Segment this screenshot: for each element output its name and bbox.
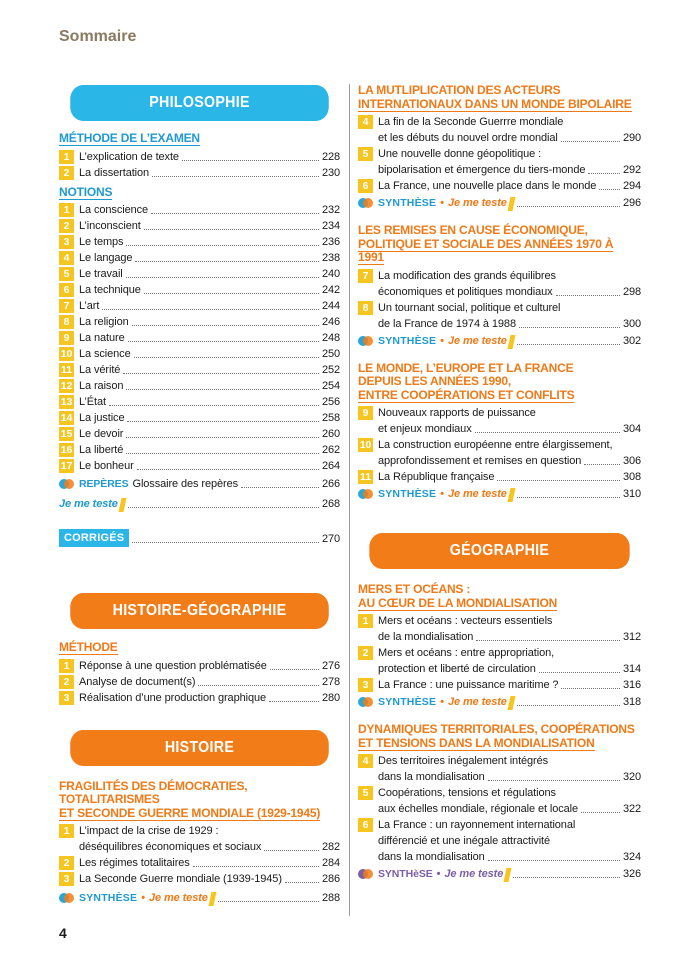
exclamation-icon	[507, 488, 515, 502]
leader-dots	[497, 480, 620, 481]
histoire-section-3-list	[358, 268, 641, 332]
toc-entry[interactable]	[358, 817, 641, 865]
entry-label-line: de la France de 1974 à 1988	[378, 317, 516, 330]
je-me-teste-entry[interactable]	[59, 496, 340, 512]
page-ref: 264	[321, 460, 340, 472]
synthese-tag: SYNTHÈSE	[79, 892, 138, 904]
page-ref: 266	[321, 478, 340, 490]
toc-entry[interactable]	[59, 690, 340, 706]
chapter-number: 4	[358, 754, 373, 768]
toc-entry[interactable]	[358, 146, 641, 178]
entry-label-line: économiques et politiques mondiaux	[378, 285, 553, 298]
leader-dots	[132, 542, 319, 543]
entry-label: La nature	[79, 332, 125, 344]
toc-entry[interactable]	[358, 469, 641, 485]
entry-label: Analyse de document(s)	[79, 675, 196, 688]
leader-dots	[144, 229, 319, 230]
toc-entry[interactable]	[59, 250, 340, 266]
entry-label: Réalisation d’une production graphique	[79, 691, 267, 704]
page-number: 4	[59, 925, 67, 941]
entry-label: La raison	[79, 380, 124, 392]
chapter-number: 2	[59, 219, 74, 233]
je-me-teste-label: Je me teste	[447, 334, 507, 347]
page-ref: 242	[321, 284, 340, 296]
toc-entry[interactable]	[59, 298, 340, 314]
chapter-number: 6	[358, 179, 373, 193]
leader-dots	[556, 295, 620, 296]
leader-dots	[126, 453, 319, 454]
leader-dots	[193, 866, 319, 867]
entry-label: Le temps	[79, 236, 124, 248]
bullet: •	[440, 334, 444, 347]
toc-entry[interactable]	[358, 785, 641, 817]
page-ref: 312	[622, 631, 641, 643]
chapter-number: 2	[59, 675, 74, 689]
je-me-teste-label: Je me teste	[447, 488, 507, 500]
chapter-number: 9	[59, 331, 74, 345]
exclamation-icon	[504, 868, 512, 882]
toc-entry[interactable]	[358, 300, 641, 332]
leader-dots	[132, 325, 319, 326]
page-ref: 270	[321, 533, 340, 545]
geographie-section-1-heading: MERS ET OCÉANS : AU CŒUR DE LA MONDIALISATION	[358, 582, 558, 610]
leader-dots	[513, 877, 620, 878]
entry-label: La conscience	[79, 204, 149, 216]
entry-label: Le bonheur	[79, 460, 134, 472]
leader-dots	[128, 507, 319, 508]
histoire-section-2-list	[358, 114, 641, 194]
chapter-number: 8	[59, 315, 74, 329]
chapter-number: 5	[358, 147, 373, 161]
leader-dots	[241, 487, 319, 488]
synthese-entry[interactable]	[358, 486, 641, 502]
leader-dots	[517, 705, 620, 706]
entry-label-line: Mers et océans : vecteurs essentiels	[378, 615, 553, 627]
entry-label-line: La construction européenne entre élargissement,	[378, 439, 613, 451]
page-ref: 292	[622, 164, 641, 176]
chapter-number: 7	[59, 299, 74, 313]
histoire-section-4-list	[358, 405, 641, 485]
circles-icon	[358, 696, 373, 708]
leader-dots	[144, 293, 319, 294]
page-ref: 234	[321, 220, 340, 232]
toc-entry[interactable]	[358, 677, 641, 693]
synthese-tag: SYNTHèSE	[378, 868, 433, 880]
chapter-number: 13	[60, 396, 73, 408]
chapter-number: 8	[358, 301, 373, 315]
page-ref: 282	[321, 841, 340, 853]
toc-entry[interactable]	[59, 149, 340, 165]
leader-dots	[539, 672, 620, 673]
leader-dots	[588, 173, 620, 174]
chapter-number: 3	[59, 872, 74, 886]
toc-entry[interactable]	[358, 645, 641, 677]
bullet: •	[436, 868, 441, 880]
chapter-number: 9	[358, 406, 373, 420]
page-ref: 294	[622, 180, 641, 192]
circles-icon	[358, 197, 373, 209]
exclamation-icon	[208, 892, 216, 906]
entry-label-line: approfondissement et remises en question	[378, 455, 582, 467]
page-ref: 288	[321, 892, 340, 904]
histoire-banner: HISTOIRE	[70, 730, 329, 766]
synthese-tag: SYNTHÈSE	[378, 197, 437, 209]
page-ref: 286	[321, 873, 340, 885]
page-ref: 258	[321, 412, 340, 424]
chapter-number: 5	[358, 786, 373, 800]
page-ref: 278	[321, 675, 340, 688]
toc-entry[interactable]	[358, 405, 641, 437]
page-ref: 318	[622, 696, 641, 708]
geographie-section-2-heading: DYNAMIQUES TERRITORIALES, COOPÉRATIONS ET TENSIONS DANS LA MONDIALISATION	[358, 722, 635, 750]
chapter-number: 1	[59, 150, 74, 164]
toc-entry[interactable]	[358, 114, 641, 146]
chapter-number: 2	[59, 856, 74, 870]
entry-label-line: Des territoires inégalement intégrés	[378, 755, 549, 767]
chapter-number: 15	[60, 428, 73, 440]
toc-entry[interactable]	[59, 394, 340, 410]
page-ref: 268	[321, 498, 340, 510]
toc-entry[interactable]	[59, 330, 340, 346]
entry-label: La République française	[378, 471, 495, 483]
chapter-number: 1	[59, 659, 74, 673]
leader-dots	[599, 189, 620, 190]
leader-dots	[127, 421, 318, 422]
bullet: •	[440, 197, 444, 209]
exclamation-icon	[507, 335, 515, 349]
page-ref: 238	[321, 252, 340, 264]
chapter-number: 12	[60, 380, 73, 392]
chapter-number: 2	[59, 166, 74, 180]
entry-label: L’inconscient	[79, 220, 141, 232]
philosophie-banner: PHILOSOPHIE	[70, 85, 329, 121]
chapter-number: 1	[358, 614, 373, 628]
leader-dots	[476, 640, 620, 641]
page-ref: 326	[622, 868, 641, 880]
entry-label: Réponse à une question problématisée	[79, 659, 267, 672]
toc-entry[interactable]	[59, 410, 340, 426]
entry-label-line: La modification des grands équilibres	[378, 269, 556, 282]
leader-dots	[152, 176, 319, 177]
chapter-number: 17	[60, 460, 73, 472]
reperes-tag: REPÈRES	[79, 478, 129, 490]
leader-dots	[218, 901, 319, 902]
page-ref: 306	[622, 455, 641, 467]
entry-label-line: Une nouvelle donne géopolitique :	[378, 148, 542, 160]
right-column	[358, 84, 641, 882]
methode-list	[59, 658, 340, 706]
leader-dots	[517, 206, 620, 207]
entry-label-line: bipolarisation et émergence du tiers-monde	[378, 164, 586, 176]
entry-label: La justice	[79, 412, 125, 424]
toc-entry[interactable]	[59, 871, 340, 887]
page-ref: 308	[622, 471, 641, 483]
histoire-section-2-heading: LA MUTLIPLICATION DES ACTEURS INTERNATIONAUX DANS UN MONDE BIPOLAIRE	[358, 83, 632, 111]
bullet: •	[440, 488, 444, 500]
page-ref: 320	[622, 771, 641, 783]
geographie-section-2-list	[358, 753, 641, 865]
leader-dots	[123, 373, 319, 374]
leader-dots	[109, 405, 319, 406]
entry-label: L’art	[79, 300, 100, 312]
leader-dots	[475, 432, 620, 433]
page-ref: 290	[622, 132, 641, 144]
chapter-number: 10	[60, 348, 73, 360]
chapter-number: 14	[60, 412, 73, 424]
entry-label-line: déséquilibres économiques et sociaux	[79, 841, 262, 853]
chapter-number: 11	[59, 363, 74, 377]
entry-label: Les régimes totalitaires	[79, 857, 190, 869]
chapter-number: 10	[359, 439, 372, 451]
histoire-section-3-heading: LES REMISES EN CAUSE ÉCONOMIQUE, POLITIQUE ET SOCIALE DES ANNÉES 1970 À 1991	[358, 223, 614, 264]
entry-label-line: dans la mondialisation	[378, 851, 485, 863]
leader-dots	[488, 780, 620, 781]
chapter-number: 6	[358, 818, 373, 832]
entry-label-line: Coopérations, tensions et régulations	[378, 787, 556, 799]
chapter-number: 7	[358, 269, 373, 283]
leader-dots	[198, 685, 319, 686]
corriges-entry[interactable]	[59, 529, 340, 547]
leader-dots	[102, 309, 319, 310]
column-divider	[349, 84, 350, 916]
leader-dots	[269, 701, 319, 702]
entry-label: La liberté	[79, 444, 124, 456]
entry-label: La France : une puissance maritime ?	[378, 679, 559, 691]
bullet: •	[440, 696, 444, 708]
page-ref: 316	[622, 679, 641, 691]
chapter-number: 6	[59, 283, 74, 297]
leader-dots	[584, 464, 620, 465]
toc-entry[interactable]	[59, 234, 340, 250]
toc-entry[interactable]	[59, 218, 340, 234]
entry-label: La dissertation	[79, 166, 150, 179]
synthese-entry[interactable]	[358, 195, 641, 211]
page-ref: 232	[321, 204, 340, 216]
je-me-teste-label: Je me teste	[148, 892, 208, 904]
histoire-section-4-heading: LE MONDE, L’EUROPE ET LA FRANCE DEPUIS LES ANNÉES 1990, ENTRE COOPÉRATIONS ET CONFLITS	[358, 360, 575, 402]
leader-dots	[135, 261, 318, 262]
page-ref: 302	[622, 334, 641, 347]
page-ref: 260	[321, 428, 340, 440]
page-ref: 256	[321, 396, 340, 408]
entry-label: L’État	[79, 396, 106, 408]
page-ref: 244	[321, 300, 340, 312]
leader-dots	[151, 213, 319, 214]
toc-entry[interactable]	[59, 314, 340, 330]
synthese-tag: SYNTHÈSE	[378, 696, 437, 708]
exclamation-icon	[118, 498, 126, 512]
page-ref: 248	[321, 332, 340, 344]
circles-icon	[358, 335, 373, 347]
methode-heading: MÉTHODE	[59, 640, 118, 654]
page-ref: 296	[622, 197, 641, 209]
geographie-section-1-list	[358, 613, 641, 693]
page-ref: 252	[321, 364, 340, 376]
entry-label: Glossaire des repères	[132, 478, 238, 490]
page-ref: 262	[321, 444, 340, 456]
entry-label-line: aux échelles mondiale, régionale et locale	[378, 803, 579, 815]
leader-dots	[137, 469, 319, 470]
chapter-number: 16	[60, 444, 73, 456]
chapter-number: 4	[358, 115, 373, 129]
entry-label-line: de la mondialisation	[378, 631, 474, 643]
je-me-teste-label: Je me teste	[444, 868, 504, 880]
page-ref: 322	[622, 803, 641, 815]
page-ref: 284	[321, 857, 340, 869]
page-ref: 236	[321, 236, 340, 248]
toc-entry[interactable]	[59, 855, 340, 871]
toc-entry[interactable]	[59, 658, 340, 674]
toc-entry[interactable]	[358, 613, 641, 645]
toc-entry[interactable]	[358, 268, 641, 300]
leader-dots	[182, 160, 319, 161]
synthese-tag: SYNTHÈSE	[378, 334, 437, 347]
entry-label-line: différencié et une inégale attractivité	[378, 835, 551, 847]
entry-label-line: protection et liberté de circulation	[378, 663, 536, 675]
leader-dots	[126, 245, 318, 246]
entry-label: La France, une nouvelle place dans le monde	[378, 180, 597, 192]
circles-icon	[59, 478, 74, 490]
page-ref: 304	[622, 423, 641, 435]
toc-entry[interactable]	[59, 165, 340, 181]
page-ref: 240	[321, 268, 340, 280]
toc-entry[interactable]	[59, 346, 340, 362]
chapter-number: 3	[59, 691, 74, 705]
toc-entry[interactable]	[358, 178, 641, 194]
circles-icon	[358, 488, 373, 500]
toc-entry[interactable]	[59, 426, 340, 442]
toc-entry[interactable]	[59, 823, 340, 855]
toc-entry[interactable]	[59, 674, 340, 690]
page-ref: 324	[622, 851, 641, 863]
toc-entry[interactable]	[59, 282, 340, 298]
entry-label-line: et enjeux mondiaux	[378, 423, 472, 435]
leader-dots	[126, 389, 319, 390]
circles-icon	[59, 892, 74, 904]
page-ref: 298	[622, 285, 641, 298]
entry-label-line: Nouveaux rapports de puissance	[378, 407, 536, 419]
entry-label-line: La fin de la Seconde Guerrre mondiale	[378, 116, 564, 128]
page-ref: 230	[321, 166, 340, 179]
leader-dots	[126, 277, 319, 278]
leader-dots	[128, 341, 319, 342]
je-me-teste-label: Je me teste	[447, 197, 507, 209]
leader-dots	[517, 497, 620, 498]
chapter-number: 5	[59, 267, 74, 281]
entry-label-line: Mers et océans : entre appropriation,	[378, 647, 555, 659]
entry-label: Le langage	[79, 252, 133, 264]
leader-dots	[561, 688, 620, 689]
chapter-number: 3	[358, 678, 373, 692]
entry-label: La Seconde Guerre mondiale (1939-1945)	[79, 873, 282, 885]
notions-heading: NOTIONS	[59, 184, 113, 199]
leader-dots	[488, 860, 620, 861]
page-ref: 280	[321, 691, 340, 704]
notions-list	[59, 202, 340, 474]
page-ref: 246	[321, 316, 340, 328]
bullet: •	[141, 892, 145, 904]
chapter-number: 1	[59, 203, 74, 217]
page-ref: 300	[622, 317, 641, 330]
leader-dots	[126, 437, 319, 438]
geographie-banner: GÉOGRAPHIE	[369, 533, 629, 569]
methode-examen-heading: MÉTHODE DE L’EXAMEN	[59, 131, 200, 145]
toc-entry[interactable]	[358, 437, 641, 469]
exclamation-icon	[507, 197, 515, 211]
entry-label: Le devoir	[79, 428, 124, 440]
chapter-number: 2	[358, 646, 373, 660]
synthese-tag: SYNTHÈSE	[378, 488, 437, 500]
entry-label-line: L’impact de la crise de 1929 :	[79, 825, 219, 837]
page-ref: 254	[321, 380, 340, 392]
page-ref: 276	[321, 659, 340, 672]
chapter-number: 3	[59, 235, 74, 249]
chapter-number: 1	[59, 824, 74, 838]
corriges-tag: CORRIGÉS	[59, 529, 129, 547]
histoire-section-1-list	[59, 823, 340, 887]
chapter-number: 4	[59, 251, 74, 265]
entry-label: La technique	[79, 284, 141, 296]
page-title: Sommaire	[59, 28, 137, 45]
entry-label: Le travail	[79, 268, 123, 280]
toc-entry[interactable]	[59, 458, 340, 474]
page-ref: 310	[622, 488, 641, 500]
methode-examen-list	[59, 149, 340, 181]
toc-entry[interactable]	[59, 362, 340, 378]
entry-label-line: La France : un rayonnement international	[378, 819, 576, 831]
leader-dots	[270, 669, 319, 670]
synthese-entry[interactable]	[358, 333, 641, 349]
leader-dots	[581, 812, 620, 813]
leader-dots	[285, 882, 319, 883]
leader-dots	[264, 850, 319, 851]
toc-entry[interactable]	[59, 378, 340, 394]
histoire-section-1-heading: FRAGILITÉS DES DÉMOCRATIES, TOTALITARISMES ET SECONDE GUERRE MONDIALE (1929-1945)	[59, 778, 321, 820]
toc-entry[interactable]	[358, 753, 641, 785]
histoire-geographie-banner: HISTOIRE-GÉOGRAPHIE	[70, 593, 329, 629]
je-me-teste-label: Je me teste	[59, 498, 118, 510]
reperes-entry[interactable]	[59, 476, 340, 492]
entry-label: La religion	[79, 316, 129, 328]
exclamation-icon	[507, 696, 515, 710]
toc-entry[interactable]	[59, 202, 340, 218]
chapter-number: 11	[358, 470, 373, 484]
entry-label-line: et les débuts du nouvel ordre mondial	[378, 132, 558, 144]
entry-label: L’explication de texte	[79, 150, 179, 163]
entry-label-line: dans la mondialisation	[378, 771, 485, 783]
leader-dots	[561, 141, 620, 142]
entry-label-line: Un tournant social, politique et culturel	[378, 301, 561, 314]
toc-entry[interactable]	[59, 442, 340, 458]
leader-dots	[134, 357, 319, 358]
toc-entry[interactable]	[59, 266, 340, 282]
page-ref: 228	[321, 150, 340, 163]
leader-dots	[519, 327, 620, 328]
synthese-entry[interactable]	[358, 694, 641, 710]
je-me-teste-label: Je me teste	[447, 696, 507, 708]
synthese-entry[interactable]	[358, 866, 641, 882]
leader-dots	[517, 344, 620, 345]
circles-icon	[358, 868, 373, 880]
page-ref: 250	[321, 348, 340, 360]
entry-label: La science	[79, 348, 131, 360]
page-ref: 314	[622, 663, 641, 675]
left-column	[59, 85, 340, 906]
synthese-entry[interactable]	[59, 890, 340, 906]
entry-label: La vérité	[79, 364, 121, 376]
